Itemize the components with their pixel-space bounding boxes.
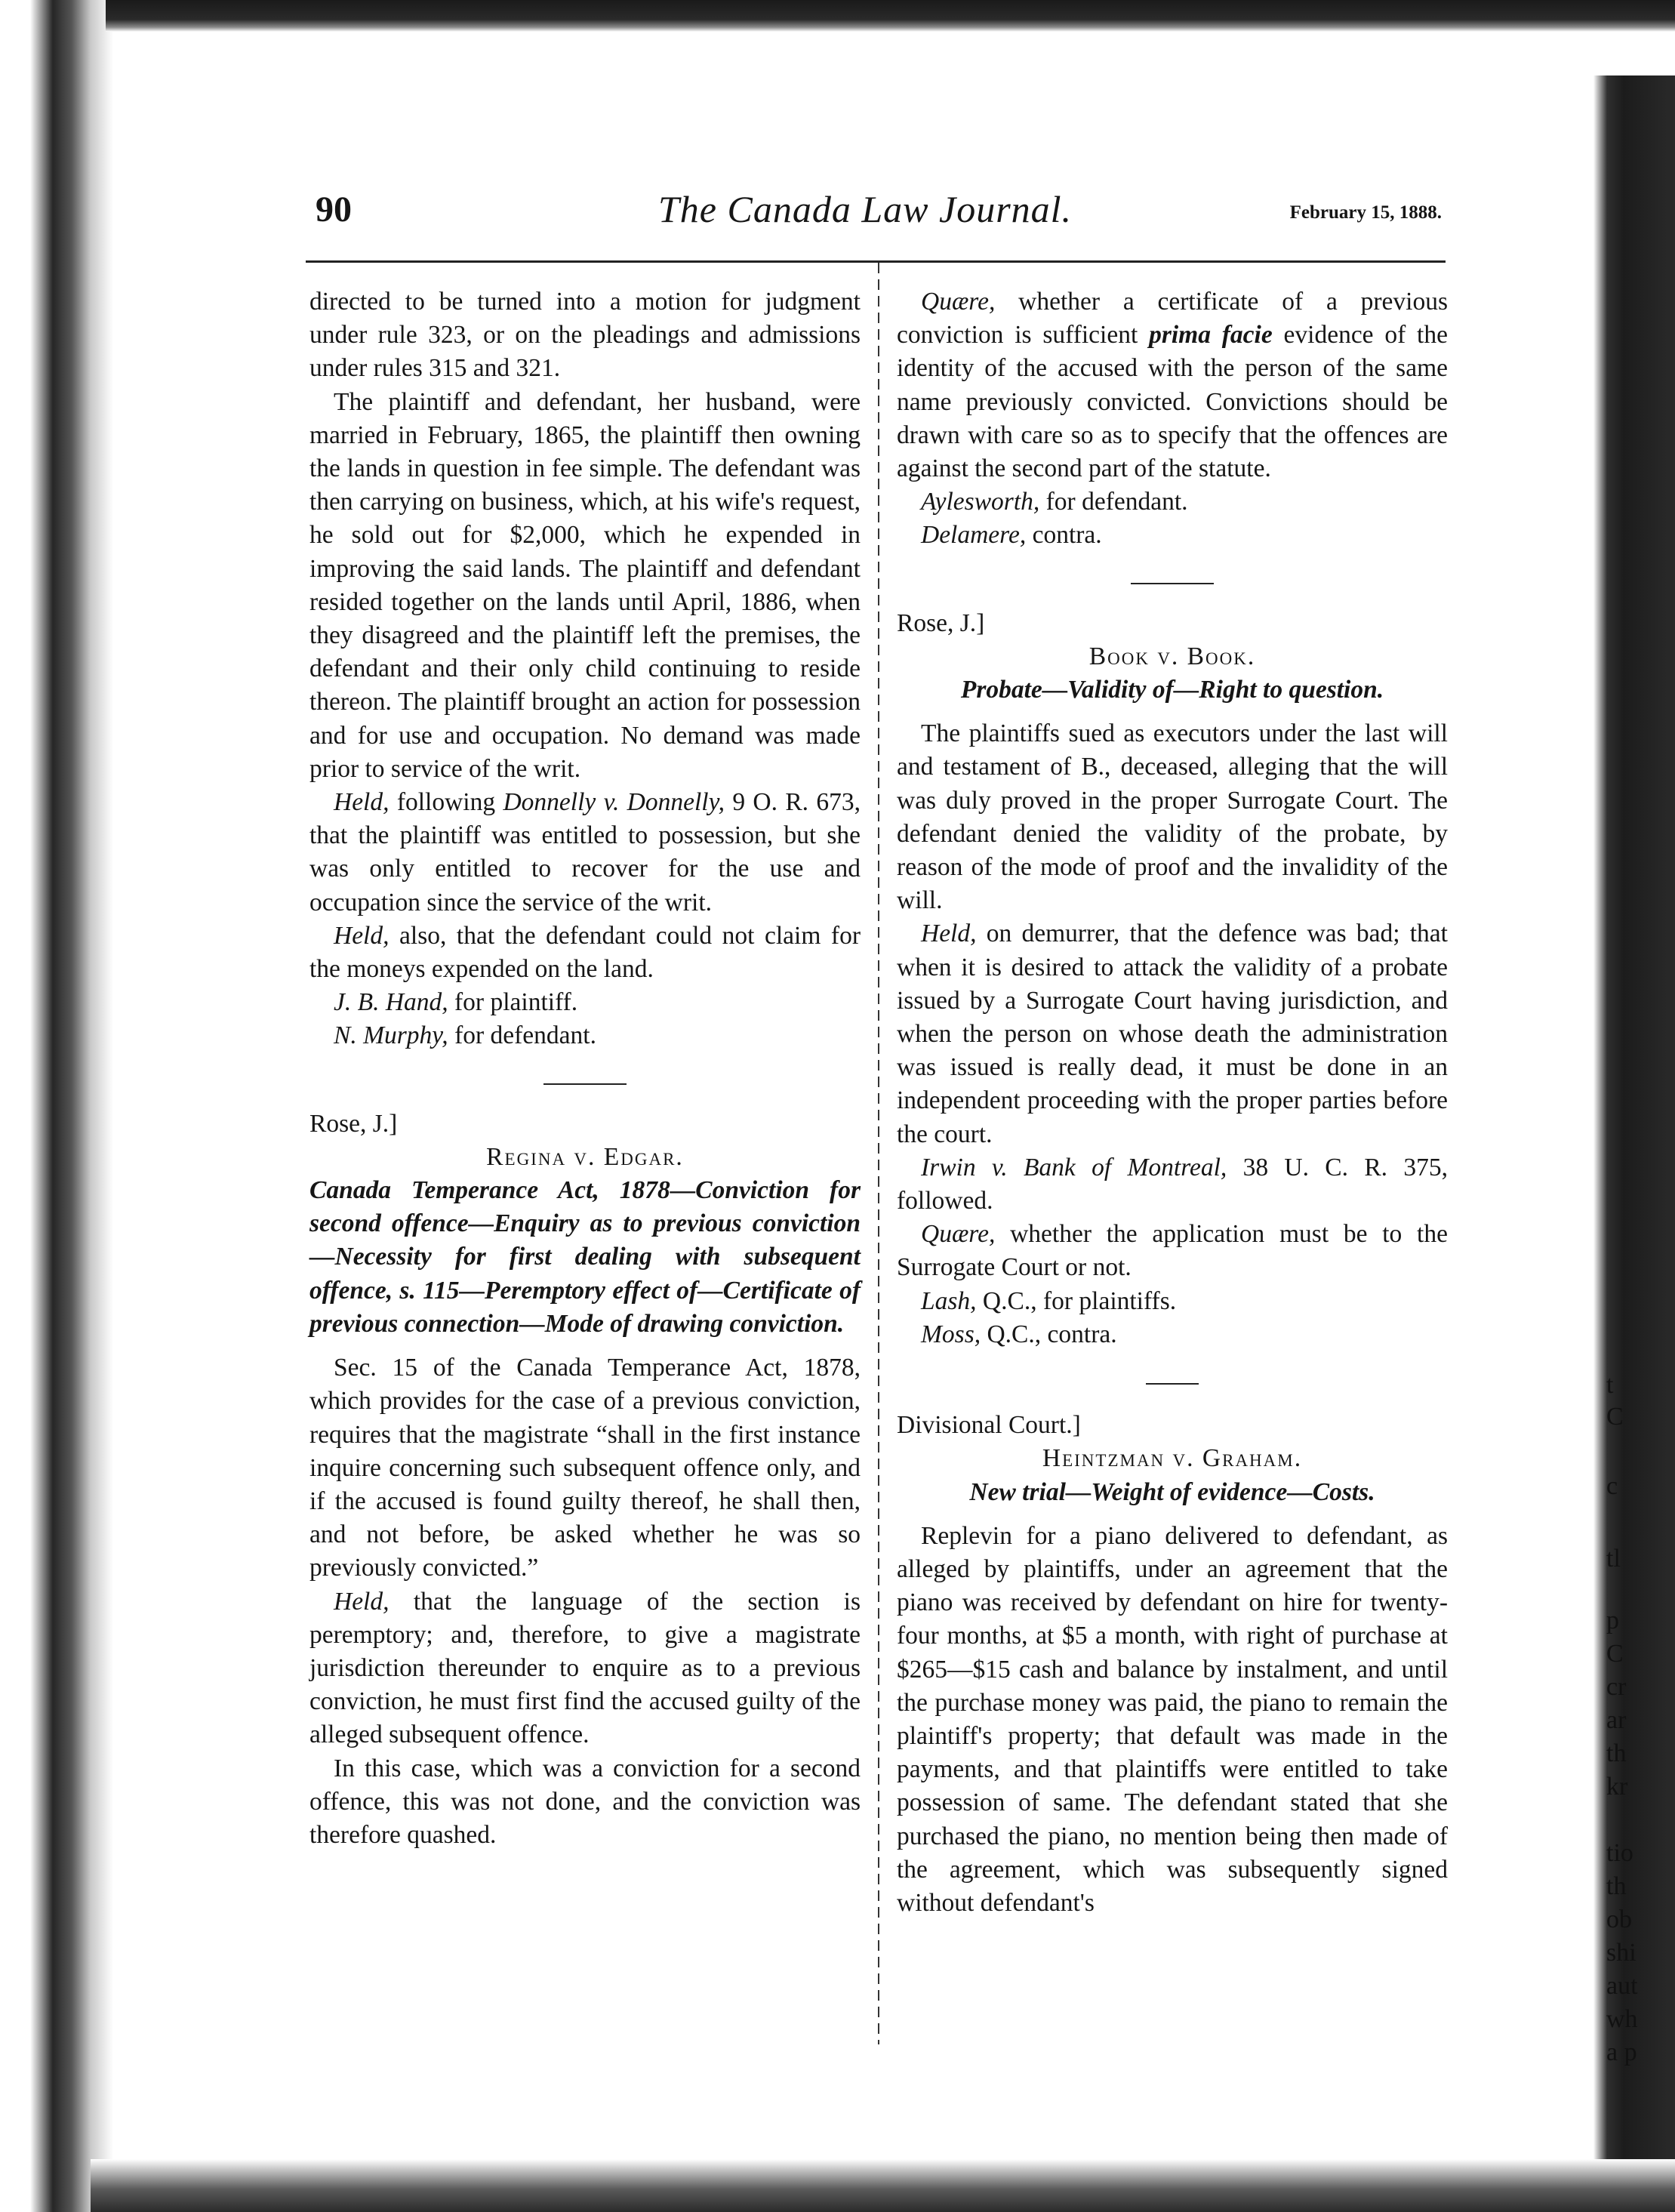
margin-fragment: cr: [1606, 1674, 1627, 1700]
text: that the language of the section is peremptory; and, therefore, to give a magistrate jurisdiction thereunder to enquire as to a previous conviction, he must first find the accused guilty of the alleged subsequent offence.: [309, 1587, 861, 1749]
paragraph: The plaintiffs sued as executors under the last will and testament of B., deceased, alleging that the will was duly proved in the proper Surrogate Court. The defendant denied the validity of the probate, by reason of the mode of proof and the invalidity of the will.: [897, 719, 1448, 915]
paragraph: Replevin for a piano delivered to defendant, as alleged by plaintiffs, under an agreement that the piano was received by defendant on hire for twenty-four months, at $5 a month, with right of purchase at $265—$15 cash and balance by instalment, and until the purchase money was paid, the piano to remain the plaintiff's property; that default was made in the payments, and that plaintiffs were entitled to take possession of same. The defendant stated that she purchased the piano, no mention being then made of the agreement, which was subsequently signed without defendant's: [897, 1521, 1448, 1917]
paragraph: [309, 786, 861, 920]
paragraph: [897, 917, 1448, 1151]
paragraph: [897, 285, 1448, 485]
issue-date: February 15, 1888.: [1289, 202, 1442, 223]
page-number: 90: [316, 189, 352, 230]
case-separator: [1146, 1383, 1199, 1385]
counsel-line: [897, 1318, 1448, 1351]
column-divider: [878, 263, 879, 2044]
counsel-name: N. Murphy,: [334, 1021, 448, 1050]
journal-title: The Canada Law Journal.: [658, 188, 1073, 230]
text: 9 O. R. 673, that the plaintiff was entitled to possession, but she was only entitled to recover for the use and occupation since the service of the writ.: [309, 788, 861, 917]
margin-fragment: aut: [1606, 1973, 1638, 1999]
paragraph: [309, 1585, 861, 1752]
counsel-role: Q.C., contra.: [981, 1320, 1117, 1348]
paragraph: directed to be turned into a motion for judgment under rule 323, or on the pleadings and admissions under rules 315 and 321.: [309, 288, 861, 383]
held-label: Held,: [921, 920, 977, 948]
margin-fragment: tio: [1606, 1841, 1633, 1866]
text: following: [389, 788, 503, 817]
margin-fragment: th: [1606, 1874, 1627, 1899]
case-catchwords: Canada Temperance Act, 1878—Conviction for second offence—Enquiry as to previous conviction—Necessity for first dealing with subsequent offence, s. 115—Peremptory effect of—Certificate of previous connection—Mode of drawing conviction.: [309, 1176, 861, 1338]
margin-fragment: tl: [1606, 1546, 1621, 1572]
case-separator: [1131, 583, 1214, 584]
case-citation: Irwin v. Bank of Montreal,: [921, 1153, 1227, 1181]
margin-fragment: kr: [1606, 1774, 1628, 1800]
paragraph: [309, 920, 861, 986]
counsel-role: for defendant.: [448, 1021, 596, 1050]
counsel-name: Aylesworth,: [921, 488, 1040, 516]
held-label: Held,: [334, 1587, 389, 1616]
court-label: Rose, J.]: [897, 608, 985, 637]
quaere-label: Quære,: [921, 288, 996, 316]
counsel-role: contra.: [1026, 521, 1102, 550]
margin-fragment: c: [1606, 1474, 1618, 1499]
margin-fragment: ob: [1606, 1907, 1632, 1933]
court-label: Divisional Court.]: [897, 1411, 1081, 1440]
text: evidence of the identity of the accused with the person of the same name previously convicted. Convictions should be drawn with care so as to specify that the offences are against the second part of the statute.: [897, 321, 1448, 483]
counsel-name: Lash,: [921, 1286, 977, 1315]
header-rule: [306, 260, 1446, 263]
counsel-role: for plaintiff.: [448, 988, 578, 1017]
case-catchwords: New trial—Weight of evidence—Costs.: [969, 1477, 1375, 1506]
margin-fragment: shi: [1606, 1940, 1637, 1966]
paragraph: [897, 1218, 1448, 1284]
counsel-line: [309, 1019, 861, 1052]
margin-fragment: a p: [1606, 2040, 1637, 2066]
counsel-line: [897, 485, 1448, 519]
margin-fragment: wh: [1606, 2007, 1638, 2032]
counsel-name: Moss,: [921, 1320, 981, 1348]
paragraph: In this case, which was a conviction for a second offence, this was not done, and the conviction was therefore quashed.: [309, 1754, 861, 1849]
paragraph: Sec. 15 of the Canada Temperance Act, 1878, which provides for the case of a previous conviction, requires that the magistrate “shall in the first instance inquire concerning such subsequent offence only, and if the accused is found guilty thereof, he shall then, and not before, be asked whether he was so previously convicted.”: [309, 1354, 861, 1582]
scan-left-edge: [0, 0, 113, 2212]
margin-fragment: th: [1606, 1741, 1627, 1767]
counsel-role: Q.C., for plaintiffs.: [976, 1286, 1177, 1315]
case-title: Regina v. Edgar.: [486, 1142, 684, 1171]
counsel-name: Delamere,: [921, 521, 1027, 550]
margin-fragment: C: [1606, 1641, 1624, 1667]
paragraph: The plaintiff and defendant, her husband, were married in February, 1865, the plaintiff then owning the lands in question in fee simple. The defendant was then carrying on business, which, at his wife's request, he sold out for $2,000, which he expended in improving the said lands. The plaintiff and defendant resided together on the lands until April, 1886, when they disagreed and the plaintiff left the premises, the defendant and their only child continuing to reside thereon. The plaintiff brought an action for possession and for use and occupation. No demand was made prior to service of the writ.: [309, 387, 861, 783]
page-header: [311, 187, 1442, 240]
counsel-line: [309, 986, 861, 1019]
held-label: Held,: [334, 921, 389, 950]
left-column: [309, 285, 861, 1852]
counsel-line: [897, 519, 1448, 552]
margin-fragment: C: [1606, 1404, 1624, 1430]
case-title: Heintzman v. Graham.: [1042, 1444, 1303, 1473]
case-separator: [543, 1083, 627, 1085]
text: also, that the defendant could not claim for the moneys expended on the land.: [309, 921, 861, 984]
held-label: Held,: [334, 788, 389, 817]
case-citation: Donnelly v. Donnelly,: [503, 788, 725, 817]
court-label: Rose, J.]: [309, 1109, 398, 1138]
margin-fragment: ar: [1606, 1708, 1627, 1733]
counsel-name: J. B. Hand,: [334, 988, 448, 1017]
counsel-line: [897, 1285, 1448, 1318]
text: whether a certificate of a previous conviction is sufficient: [897, 288, 1448, 350]
margin-fragment: t: [1606, 1372, 1614, 1398]
text: on demurrer, that the defence was bad; that when it is desired to attack the validity of a probate issued by a Surrogate Court having jurisdiction, and when the person on whose death the administration was issued is really dead, it must be done in an independent proceeding with the proper parties before the court.: [897, 920, 1448, 1148]
text: 38 U. C. R. 375, followed.: [897, 1153, 1448, 1215]
scan-top-edge: [106, 0, 1675, 32]
right-column: [897, 285, 1448, 1920]
text: whether the application must be to the Surrogate Court or not.: [897, 1220, 1448, 1282]
case-catchwords: Probate—Validity of—Right to question.: [960, 676, 1384, 704]
quaere-label: Quære,: [921, 1220, 996, 1249]
counsel-role: for defendant.: [1039, 488, 1188, 516]
latin-term: prima facie: [1149, 321, 1273, 350]
scan-bottom-edge: [91, 2159, 1675, 2212]
paragraph: [897, 1151, 1448, 1218]
margin-fragment: p: [1606, 1608, 1619, 1634]
case-title: Book v. Book.: [1088, 642, 1256, 670]
